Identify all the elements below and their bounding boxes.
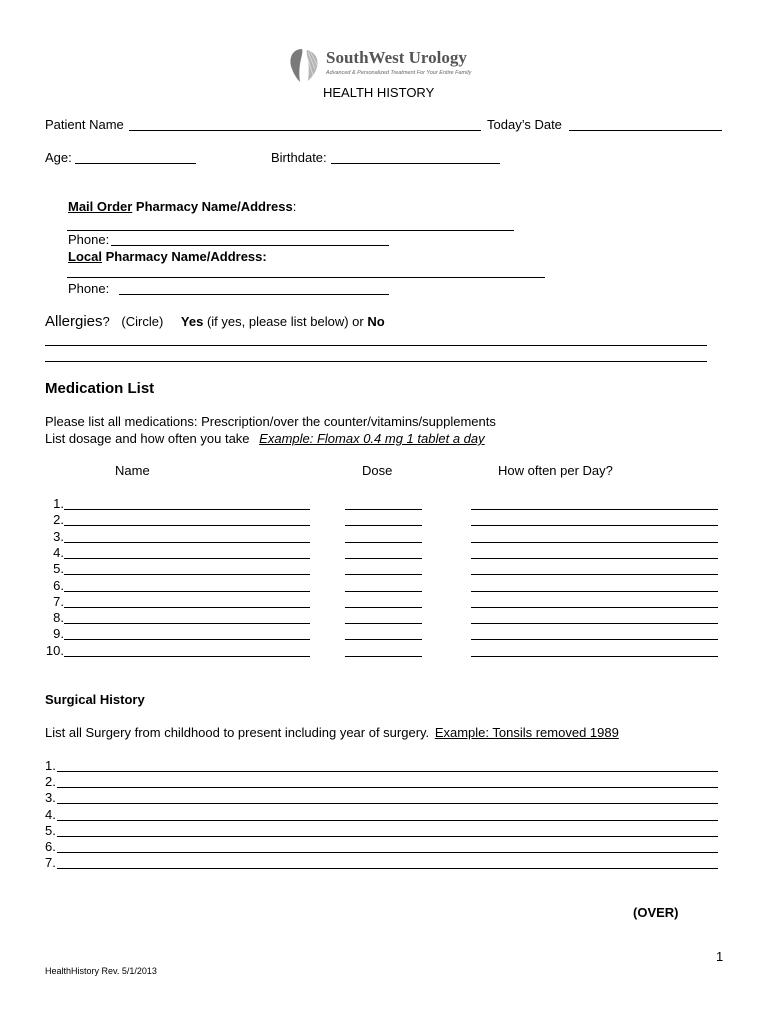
medication-name-field[interactable] [64, 509, 310, 510]
logo-name: SouthWest Urology [326, 48, 467, 67]
mail-order-text: Mail Order [68, 199, 133, 214]
medication-frequency-field[interactable] [471, 656, 718, 657]
local-pharmacy-name-text: Pharmacy Name/Address: [101, 249, 267, 264]
medication-row-number: 3. [53, 528, 64, 544]
surgical-row-number: 6. [45, 839, 56, 854]
age-label: Age: [45, 150, 72, 165]
medication-row-number: 6. [53, 577, 64, 593]
medication-frequency-field[interactable] [471, 607, 718, 608]
col-frequency-header: How often per Day? [498, 463, 613, 478]
surgical-entry-field[interactable] [57, 868, 718, 869]
mail-order-pharmacy-label [68, 199, 296, 214]
allergies-line-2[interactable] [45, 361, 707, 362]
medication-frequency-field[interactable] [471, 558, 718, 559]
medication-frequency-field[interactable] [471, 509, 718, 510]
allergies-no-option[interactable]: No [367, 314, 385, 329]
surgical-heading: Surgical History [45, 692, 145, 707]
surgical-instruction: List all Surgery from childhood to present including year of surgery. [45, 725, 430, 740]
medication-frequency-field[interactable] [471, 623, 718, 624]
medication-frequency-field[interactable] [471, 591, 718, 592]
logo-tagline: Advanced & Personalized Treatment For Your Entire Family [326, 70, 472, 76]
surgical-instruction-row [45, 725, 619, 740]
medication-name-field[interactable] [64, 639, 310, 640]
surgical-row-number: 3. [45, 790, 56, 806]
surgical-row-number: 4. [45, 806, 56, 822]
medication-row-number: 2. [53, 512, 64, 528]
surgical-entry-field[interactable] [57, 852, 718, 853]
surgical-row-number: 7. [45, 855, 56, 871]
surgical-entry-field[interactable] [57, 803, 718, 804]
medication-row-number: 1. [53, 496, 64, 511]
medication-name-field[interactable] [64, 542, 310, 543]
birthdate-label: Birthdate: [271, 150, 327, 165]
surgical-entry-field[interactable] [57, 771, 718, 772]
surgical-entry-field[interactable] [57, 787, 718, 788]
dosage-instruction: List dosage and how often you take [45, 431, 250, 446]
local-pharmacy-address-field[interactable] [67, 277, 545, 278]
medication-row-number: 5. [53, 561, 64, 577]
allergies-yes-option[interactable]: Yes [180, 314, 204, 329]
patient-name-label: Patient Name [45, 117, 124, 132]
medication-example: Example: Flomax 0.4 mg 1 tablet a day [259, 431, 485, 446]
medication-row-number: 7. [53, 593, 64, 609]
medication-row-number: 9. [53, 626, 64, 642]
medication-instruction-2 [45, 431, 485, 446]
surgical-row-number: 2. [45, 774, 56, 790]
medication-frequency-field[interactable] [471, 525, 718, 526]
allergies-line-1[interactable] [45, 345, 707, 346]
col-name-header: Name [115, 463, 150, 478]
surgical-entry-field[interactable] [57, 820, 718, 821]
surgical-example: Example: Tonsils removed 1989 [434, 725, 619, 740]
medication-frequency-field[interactable] [471, 574, 718, 575]
medication-name-field[interactable] [64, 656, 310, 657]
local-phone-field[interactable] [119, 294, 389, 295]
medication-dose-field[interactable] [345, 558, 422, 559]
page-number: 1 [716, 949, 724, 964]
todays-date-label: Today’s Date [487, 117, 562, 132]
logo-mark-icon [288, 47, 322, 83]
surgical-row-number: 1. [45, 758, 56, 773]
surgical-entry-field[interactable] [57, 836, 718, 837]
over-note: (OVER) [633, 905, 679, 920]
patient-name-field[interactable] [129, 130, 481, 131]
allergies-yes-note: (if yes, please list below) or [203, 314, 368, 329]
mail-order-phone-label: Phone: [68, 232, 110, 247]
medication-dose-field[interactable] [345, 574, 422, 575]
medication-name-field[interactable] [64, 623, 310, 624]
medication-dose-field[interactable] [345, 623, 422, 624]
mail-order-phone-field[interactable] [111, 245, 389, 246]
local-text: Local [68, 249, 102, 264]
medication-dose-field[interactable] [345, 509, 422, 510]
allergies-question-mark: ? [102, 314, 110, 329]
medication-heading: Medication List [45, 380, 155, 397]
medication-dose-field[interactable] [345, 656, 422, 657]
medication-name-field[interactable] [64, 558, 310, 559]
medication-name-field[interactable] [64, 591, 310, 592]
medication-frequency-field[interactable] [471, 542, 718, 543]
allergies-row [45, 313, 385, 330]
medication-name-field[interactable] [64, 525, 310, 526]
medication-row-number: 10. [45, 642, 64, 658]
birthdate-field[interactable] [331, 163, 500, 164]
page-title: HEALTH HISTORY [323, 85, 435, 100]
logo [288, 47, 488, 83]
medication-name-field[interactable] [64, 607, 310, 608]
revision-note: HealthHistory Rev. 5/1/2013 [45, 966, 157, 976]
todays-date-field[interactable] [569, 130, 722, 131]
medication-dose-field[interactable] [345, 525, 422, 526]
age-field[interactable] [75, 163, 196, 164]
allergies-label: Allergies [45, 313, 103, 330]
surgical-row-number: 5. [45, 822, 56, 838]
circle-instruction: (Circle) [121, 314, 164, 329]
medication-frequency-field[interactable] [471, 639, 718, 640]
medication-row-number: 4. [53, 544, 64, 560]
local-phone-label: Phone: [68, 281, 110, 296]
local-pharmacy-label [68, 249, 267, 264]
pharmacy-name-address-text: Pharmacy Name/Address [132, 199, 293, 214]
medication-dose-field[interactable] [345, 607, 422, 608]
colon-text: : [292, 199, 297, 214]
mail-order-address-field[interactable] [67, 230, 514, 231]
col-dose-header: Dose [362, 463, 393, 478]
medication-name-field[interactable] [64, 574, 310, 575]
medication-dose-field[interactable] [345, 542, 422, 543]
medication-dose-field[interactable] [345, 591, 422, 592]
medication-instruction-1: Please list all medications: Prescription/over the counter/vitamins/supplements [45, 414, 496, 429]
medication-dose-field[interactable] [345, 639, 422, 640]
medication-row-number: 8. [53, 610, 64, 626]
